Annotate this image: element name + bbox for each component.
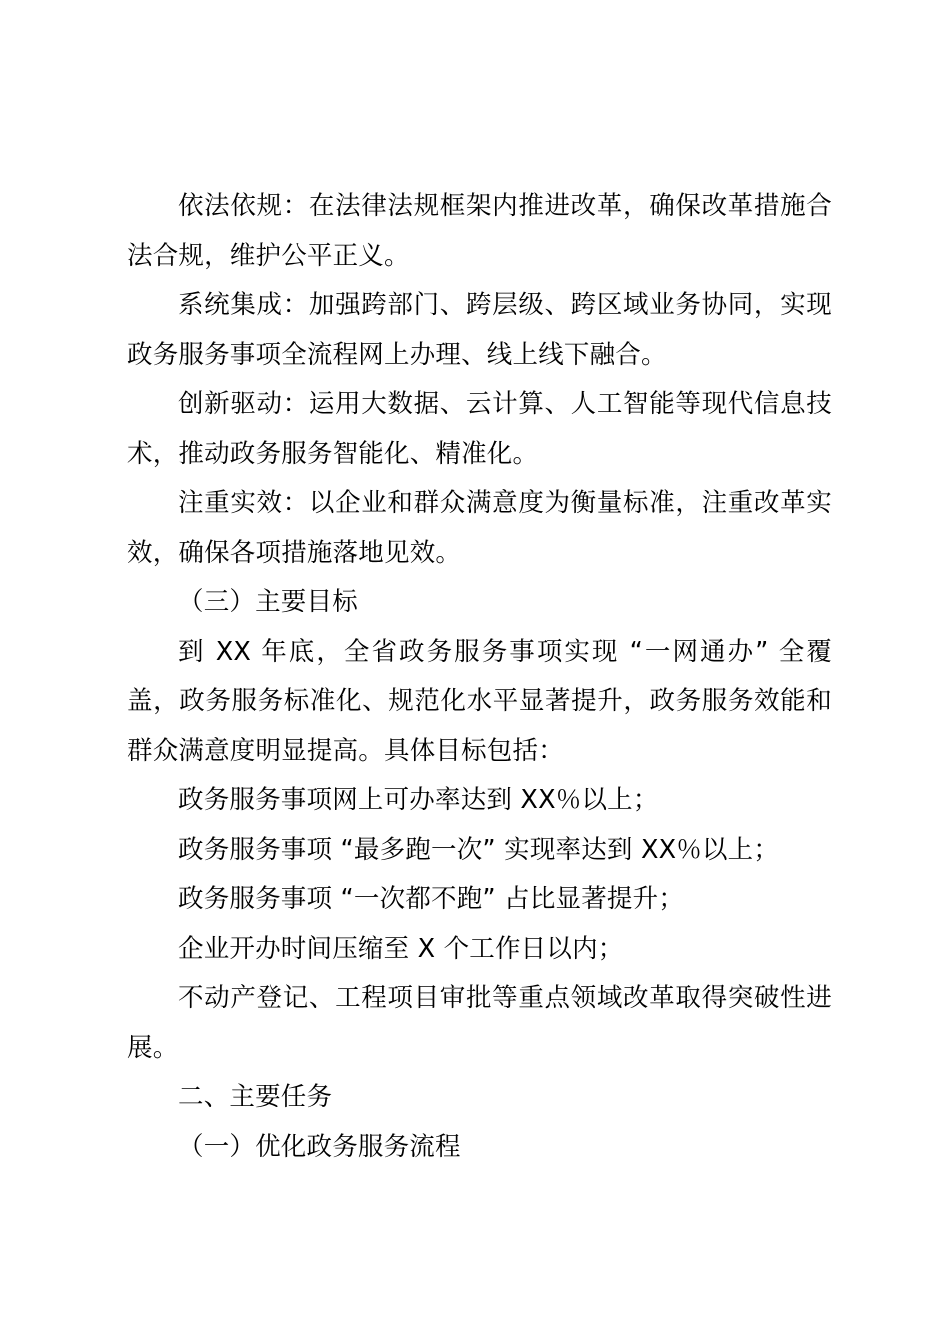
goal-item-one-trip-rate: 政务服务事项 “最多跑一次” 实现率达到 XX％以上；: [178, 834, 780, 865]
goal-item-online-rate: 政务服务事项网上可办率达到 XX％以上；: [178, 785, 659, 815]
paragraph-goal-summary: 到 XX 年底，全省政务服务事项实现 “一网通办” 全覆盖，政务服务标准化、规范化水平显著提升，政务服务效能和群众满意度明显提高。具体目标包括：: [127, 636, 832, 766]
subsection-heading-optimize-process: （一）优化政务服务流程: [178, 1131, 461, 1162]
paragraph-lawful: 依法依规：在法律法规框架内推进改革，确保改革措施合法合规，维护公平正义。: [127, 191, 832, 271]
section-heading-main-tasks: 二、主要任务: [178, 1082, 333, 1112]
document-body: [127, 182, 832, 1172]
paragraph-system-integration: 系统集成：加强跨部门、跨层级、跨区域业务协同，实现政务服务事项全流程网上办理、线上线下融合。: [127, 290, 832, 370]
goal-item-zero-trip-ratio: 政务服务事项 “一次都不跑” 占比显著提升；: [178, 884, 685, 914]
paragraph-effectiveness: 注重实效：以企业和群众满意度为衡量标准，注重改革实效，确保各项措施落地见效。: [127, 488, 832, 568]
goal-item-key-area-reform: 不动产登记、工程项目审批等重点领域改革取得突破性进展。: [127, 983, 832, 1063]
section-heading-main-goals: （三）主要目标: [178, 587, 358, 617]
goal-item-business-startup-time: 企业开办时间压缩至 X 个工作日以内；: [178, 933, 624, 964]
paragraph-innovation-driven: 创新驱动：运用大数据、云计算、人工智能等现代信息技术，推动政务服务智能化、精准化。: [127, 389, 832, 469]
